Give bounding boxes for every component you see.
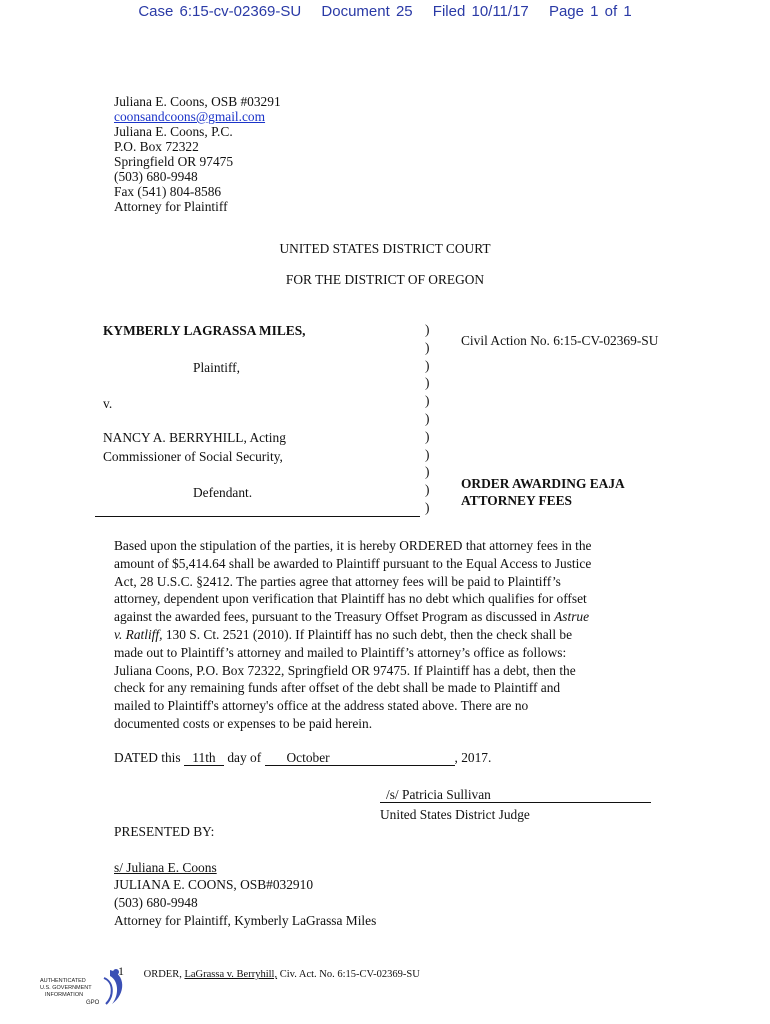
attorney-email-link[interactable]: coonsandcoons@gmail.com <box>114 109 266 124</box>
attorney-firm: Juliana E. Coons, P.C. <box>114 124 233 139</box>
dated-day: 11th <box>184 750 224 766</box>
civil-action-number: Civil Action No. 6:15-CV-02369-SU <box>461 333 659 348</box>
judge-title: United States District Judge <box>380 807 530 822</box>
court-district: FOR THE DISTRICT OF OREGON <box>285 272 485 287</box>
gpo-authenticated-logo <box>40 964 130 1014</box>
attorney-phone: (503) 680-9948 <box>114 169 198 184</box>
document-number: Document 25 <box>321 3 413 20</box>
page-number: Page 1 of 1 <box>548 3 632 20</box>
case-number: Case 6:15-cv-02369-SU <box>138 3 302 20</box>
defendant-label: Defendant. <box>193 485 253 500</box>
svg-text:INFORMATION: INFORMATION <box>45 992 84 998</box>
filing-header <box>0 3 770 20</box>
attorney-role: Attorney for Plaintiff <box>114 199 228 214</box>
presenter-role: Attorney for Plaintiff, Kymberly LaGrassa Miles <box>114 913 377 928</box>
presenter-signature: s/ Juliana E. Coons <box>114 860 217 875</box>
court-name: UNITED STATES DISTRICT COURT <box>279 241 491 256</box>
judge-signature: /s/ Patricia Sullivan <box>380 787 651 803</box>
order-title-line2: ATTORNEY FEES <box>461 493 572 508</box>
plaintiff-name: KYMBERLY LAGRASSA MILES, <box>103 323 306 338</box>
plaintiff-label: Plaintiff, <box>193 360 240 375</box>
case-citation-ratliff: v. Ratliff, <box>114 626 163 642</box>
attorney-block <box>114 94 281 214</box>
defendant-line2: Commissioner of Social Security, <box>103 449 283 464</box>
footer-case-name: LaGrassa v. Berryhill, <box>184 969 278 980</box>
caption-divider <box>95 516 420 517</box>
attorney-fax: Fax (541) 804-8586 <box>114 184 222 199</box>
attorney-name: Juliana E. Coons, OSB #03291 <box>114 94 281 109</box>
attorney-po-box: P.O. Box 72322 <box>114 139 199 154</box>
dated-month: October <box>265 750 455 766</box>
svg-text:GPO: GPO <box>86 1000 100 1006</box>
attorney-city: Springfield OR 97475 <box>114 154 234 169</box>
gpo-eagle-icon <box>40 964 130 1014</box>
order-title-line1: ORDER AWARDING EAJA <box>461 476 625 491</box>
presenter-name: JULIANA E. COONS, OSB#032910 <box>114 877 314 892</box>
versus: v. <box>103 396 113 411</box>
presenter-phone: (503) 680-9948 <box>114 895 198 910</box>
svg-text:U.S. GOVERNMENT: U.S. GOVERNMENT <box>40 985 92 991</box>
order-paragraph: Based upon the stipulation of the parties, it is hereby ORDERED that attorney fees in the amount of $5,414.64 shall be awarded to Plaintiff pursuant to the Equal Access to Justice Act, 28 U.S.C. §2412. The parties agree that attorney fees will be paid to Plaintiff’s attorney, dependent upon verification that Plaintiff has no debt which qualifies for offset against the awarded fees, pursuant to the Treasury Offset Program as discussed in Astrue v. Ratliff, 130 S. Ct. 2521 (2010). If Plaintiff has no such debt, then the check shall be made out to Plaintiff’s attorney and mailed to Plaintiff’s attorney’s office as follows: Juliana Coons, P.O. Box 72322, Springfield OR 97475. If Plaintiff has a debt, then the check for any remaining funds after offset of the debt shall be made to Plaintiff and mailed to Plaintiff's attorney's office at the address stated above. There are no documented costs or expenses to be paid herein. <box>114 538 592 731</box>
case-citation-astrue: Astrue <box>554 609 590 625</box>
svg-text:AUTHENTICATED: AUTHENTICATED <box>40 978 86 984</box>
defendant-line1: NANCY A. BERRYHILL, Acting <box>103 430 286 445</box>
footer-page-number: 1 <box>118 964 124 978</box>
dated-line: DATED this 11th day of October , 2017. <box>114 750 492 765</box>
caption-parentheses: ) ) ) ) ) ) ) ) ) ) ) <box>425 322 430 515</box>
presented-by-label: PRESENTED BY: <box>114 824 215 839</box>
filed-date: Filed 10/11/17 <box>432 3 529 20</box>
page-footer: 1 ORDER, LaGrassa v. Berryhill, Civ. Act. No. 6:15-CV-02369-SU <box>118 964 420 980</box>
